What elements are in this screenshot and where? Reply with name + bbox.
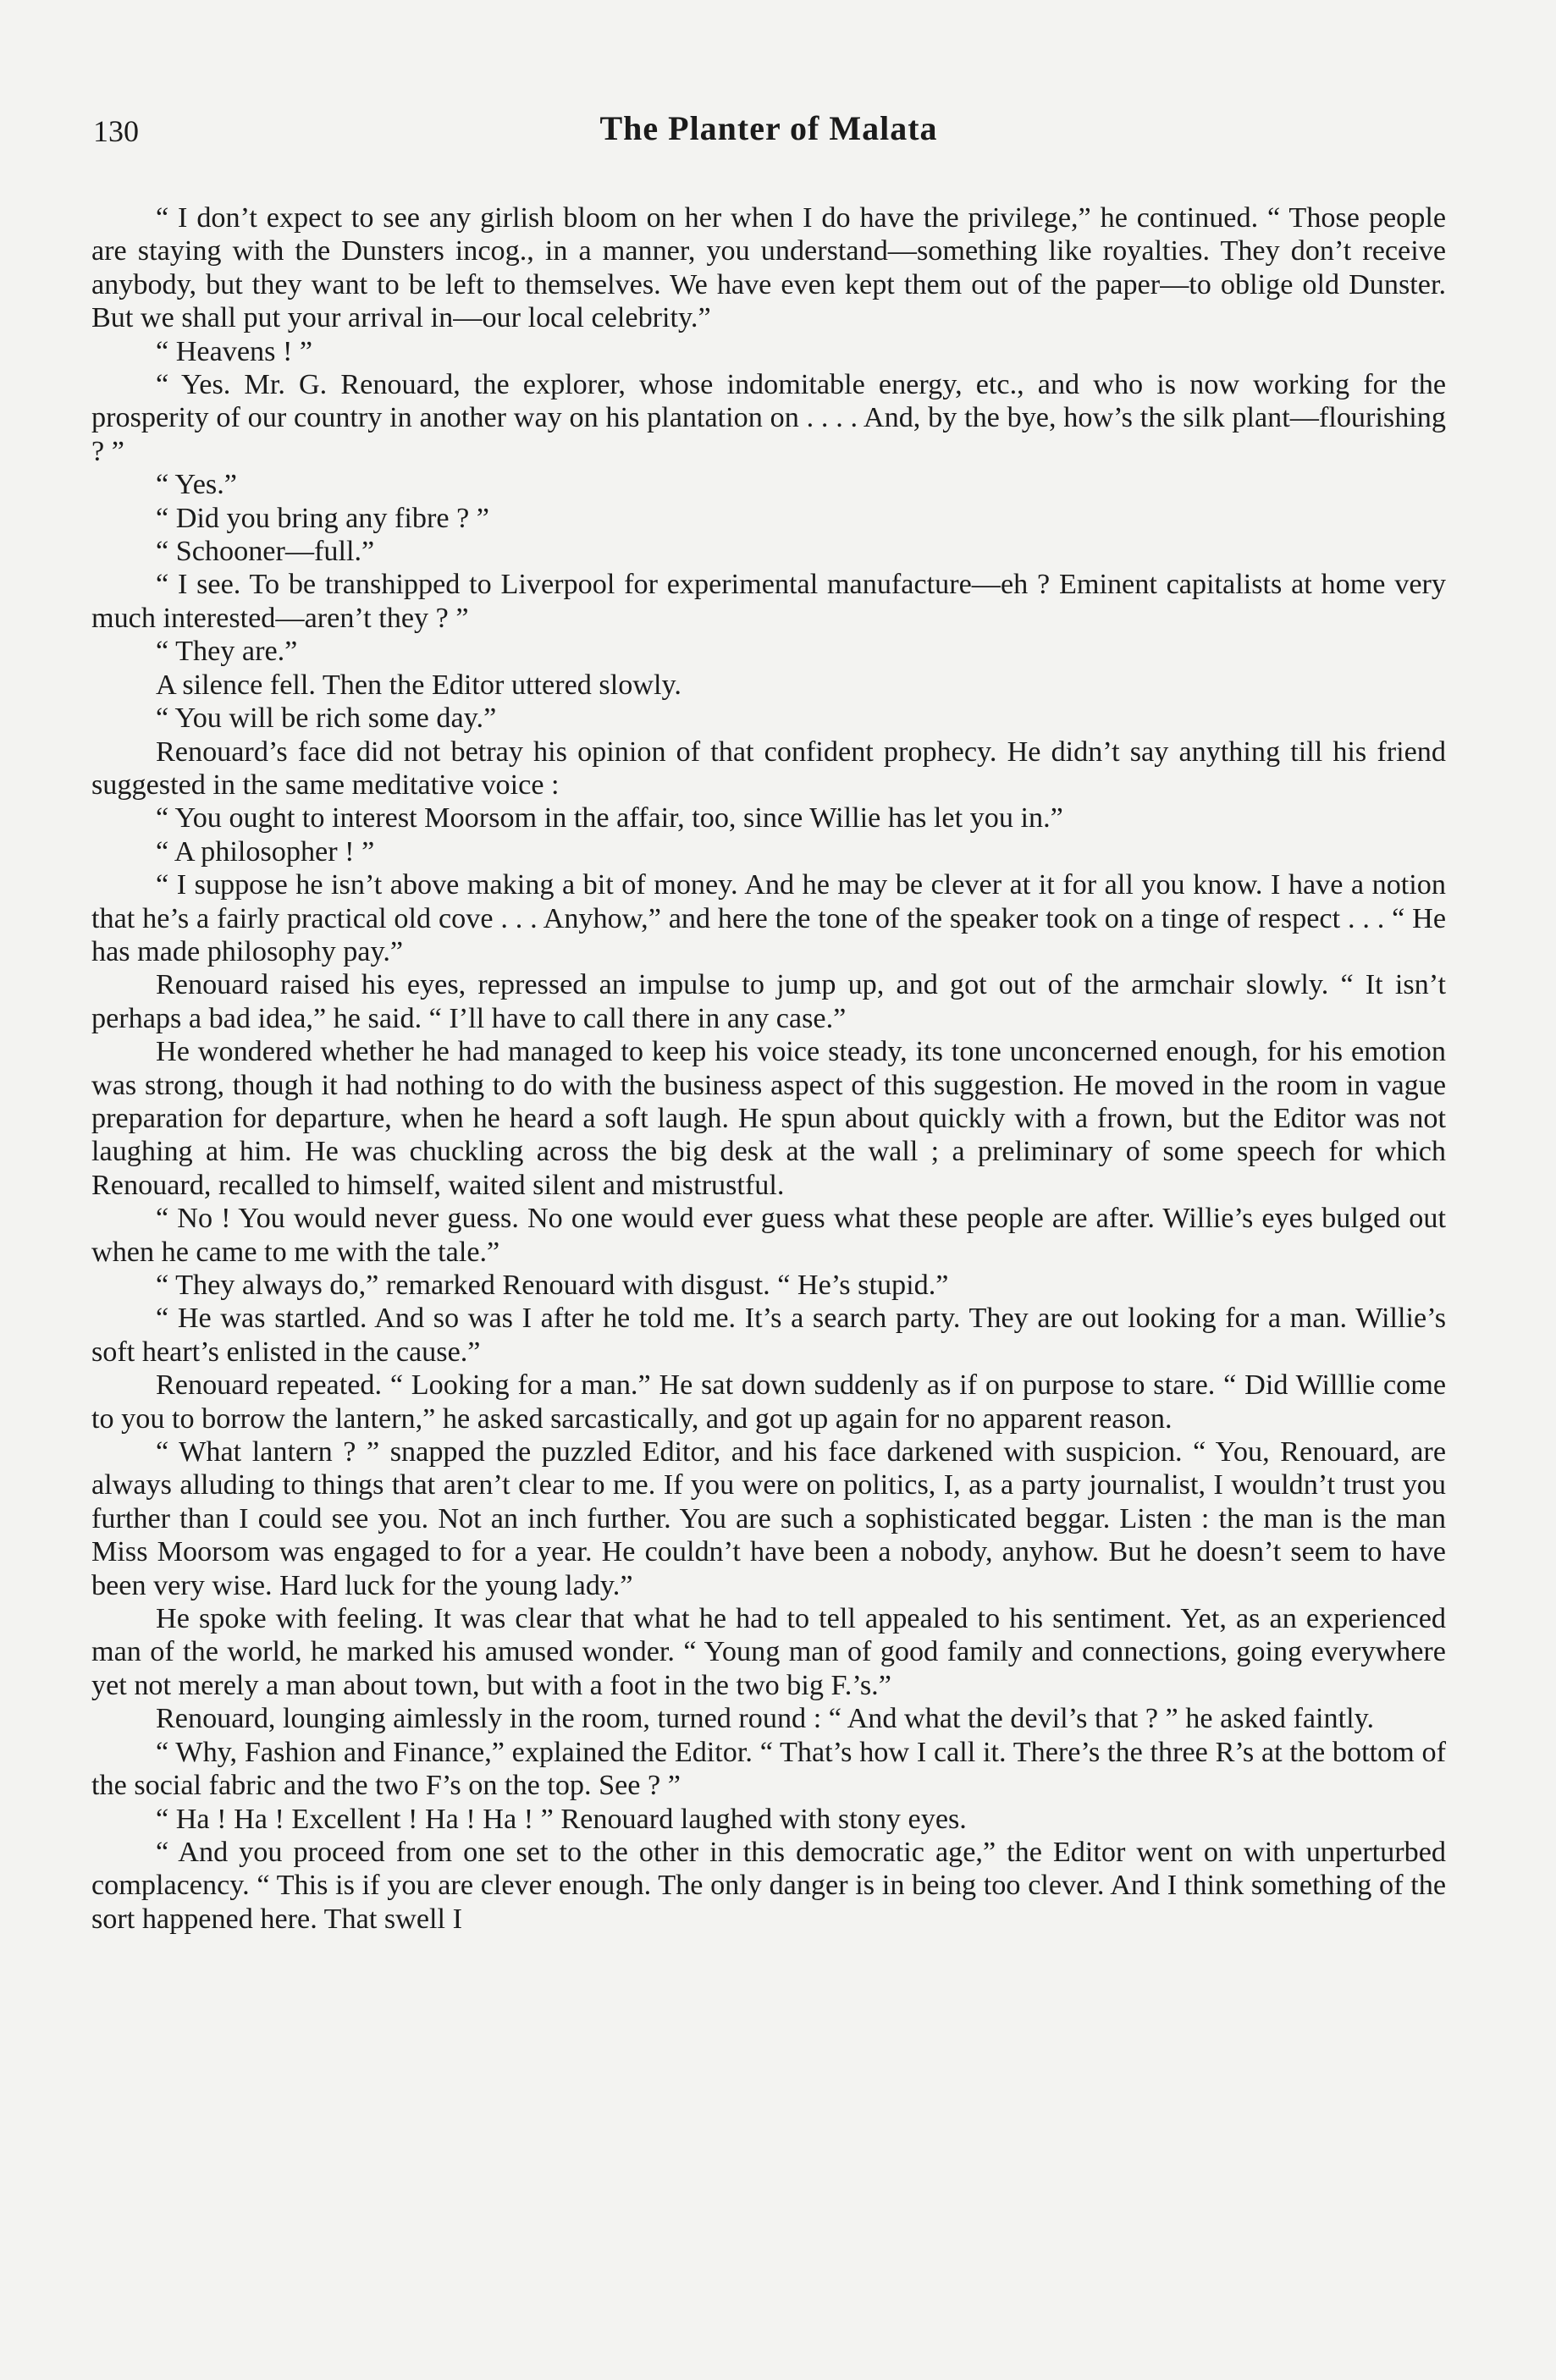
page-number: 130 (93, 114, 139, 148)
paragraph: Renouard raised his eyes, repressed an impulse to jump up, and got out of the armchair slowly. “ It isn’t perhaps a bad idea,” he said. “ I’ll have to call there in any case.” (91, 969, 1446, 1034)
paragraph: Renouard repeated. “ Looking for a man.” He sat down suddenly as if on purpose to stare. “ Did Willlie come to you to borrow the lantern,” he asked sarcastically, and got up again for no apparent reason. (91, 1369, 1446, 1435)
paragraph: “ Ha ! Ha ! Excellent ! Ha ! Ha ! ” Renouard laughed with stony eyes. (156, 1803, 967, 1835)
paragraph: “ What lantern ? ” snapped the puzzled Editor, and his face darkened with suspicion. “ You, Renouard, are always alluding to things that aren’t clear to me. If you were on politics, I, as a party journalist, I wouldn’t trust you further than I could see you. Not an inch further. You are such a sophisticated beggar. Listen : the man is the man Miss Moorsom was engaged to for a year. He couldn’t have been a nobody, anyhow. But he doesn’t seem to have been very wise. Hard luck for the young lady.” (91, 1436, 1446, 1601)
paragraph: “ They are.” (156, 636, 298, 668)
paragraph: A silence fell. Then the Editor uttered slowly. (156, 669, 681, 701)
paragraph: “ Heavens ! ” (156, 335, 313, 367)
running-title: The Planter of Malata (599, 109, 938, 147)
paragraph: “ I suppose he isn’t above making a bit of money. And he may be clever at it for all you know. I have a notion that he’s a fairly practical old cove . . . Anyhow,” and here the tone of the speaker took on a tinge of respect . . . “ He has made philosophy pay.” (91, 869, 1446, 967)
paragraph: Renouard’s face did not betray his opinion of that confident prophecy. He didn’t say anything till his friend suggested in the same meditative voice : (91, 735, 1446, 801)
paragraph: “ I see. To be transhipped to Liverpool for experimental manufacture—eh ? Eminent capitalists at home very much interested—aren’t they ? ” (91, 569, 1446, 634)
paragraph: “ Yes. Mr. G. Renouard, the explorer, whose indomitable energy, etc., and who is now working for the prosperity of our country in another way on his plantation on . . . . And, by the bye, how’s the silk plant—flourishing ? ” (91, 369, 1446, 467)
paragraph: “ Did you bring any fibre ? ” (156, 502, 489, 534)
body-text (91, 201, 1446, 1936)
paragraph: He wondered whether he had managed to keep his voice steady, its tone unconcerned enough, for his emotion was strong, though it had nothing to do with the business aspect of this suggestion. He moved in the room in vague preparation for departure, when he heard a soft laugh. He spun about quickly with a frown, but the Editor was not laughing at him. He was chuckling across the big desk at the wall ; a preliminary of some speech for which Renouard, recalled to himself, waited silent and mistrustful. (91, 1036, 1446, 1201)
paragraph: “ You will be rich some day.” (156, 702, 497, 735)
paragraph: “ You ought to interest Moorsom in the affair, too, since Willie has let you in.” (156, 802, 1063, 835)
paragraph: “ I don’t expect to see any girlish bloom on her when I do have the privilege,” he continued. “ Those people are staying with the Dunsters incog., in a manner, you understand—something like royalties. They don’t receive anybody, but they want to be left to themselves. We have even kept them out of the paper—to oblige old Dunster. But we shall put your arrival in—our local celebrity.” (91, 202, 1446, 334)
paragraph: “ He was startled. And so was I after he told me. It’s a search party. They are out looking for a man. Willie’s soft heart’s enlisted in the cause.” (91, 1303, 1446, 1368)
paragraph: “ A philosopher ! ” (156, 835, 375, 868)
paragraph: He spoke with feeling. It was clear that what he had to tell appealed to his sentiment. Yet, as an experienced man of the world, he marked his amused wonder. “ Young man of good family and connections, going everywhere yet not merely a man about town, but with a foot in the two big F.’s.” (91, 1603, 1446, 1701)
paragraph: “ Schooner—full.” (156, 536, 375, 568)
paragraph: Renouard, lounging aimlessly in the room, turned round : “ And what the devil’s that ? ” he asked faintly. (156, 1703, 1375, 1735)
paragraph: “ No ! You would never guess. No one would ever guess what these people are after. Willie’s eyes bulged out when he came to me with the tale.” (91, 1203, 1446, 1268)
paragraph: “ Why, Fashion and Finance,” explained the Editor. “ That’s how I call it. There’s the three R’s at the bottom of the social fabric and the two F’s on the top. See ? ” (91, 1736, 1446, 1802)
paragraph: “ They always do,” remarked Renouard with disgust. “ He’s stupid.” (156, 1270, 949, 1301)
paragraph: “ Yes.” (156, 469, 237, 501)
paragraph: “ And you proceed from one set to the other in this democratic age,” the Editor went on with unperturbed complacency. “ This is if you are clever enough. The only danger is in being too clever. And I think something of the sort happened here. That swell I (91, 1836, 1446, 1935)
page-header (91, 108, 1446, 168)
